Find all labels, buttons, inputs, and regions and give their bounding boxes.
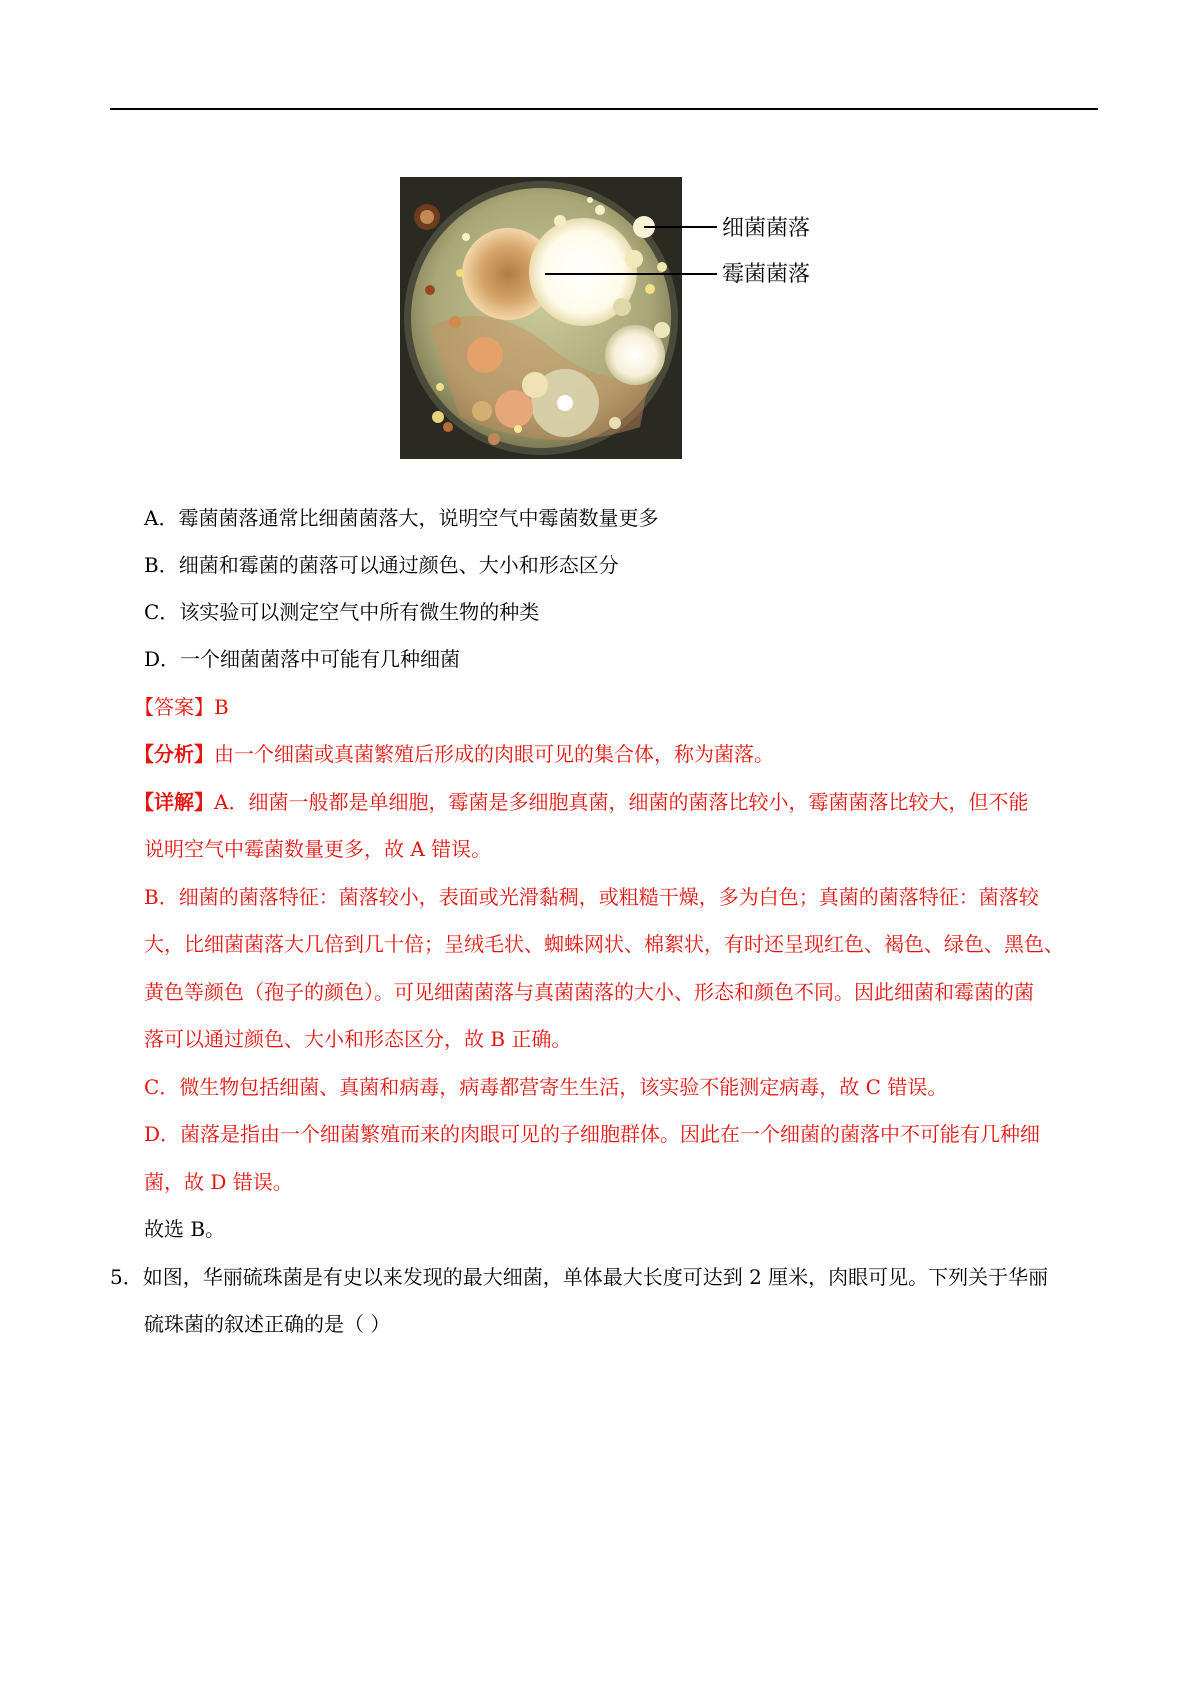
option-a xyxy=(144,506,658,530)
option-c xyxy=(144,600,539,624)
detail-line-5: 黄色等颜色（孢子的颜色）。可见细菌菌落与真菌菌落的大小、形态和颜色不同。因此细菌和霉菌的菌 xyxy=(144,980,1034,1004)
question-text: 如图，华丽硫珠菌是有史以来发现的最大细菌，单体最大长度可达到 2 厘米，肉眼可见。下列关于华丽 xyxy=(142,1265,1049,1289)
detail-tag: 【详解】 xyxy=(134,790,214,814)
detail-line-7: C．微生物包括细菌、真菌和病毒，病毒都营寄生生活，该实验不能测定病毒，故 C 错误。 xyxy=(144,1075,948,1099)
analysis-line xyxy=(134,742,774,766)
analysis-text: 由一个细菌或真菌繁殖后形成的肉眼可见的集合体，称为菌落。 xyxy=(214,742,774,766)
detail-text: A．细菌一般都是单细胞，霉菌是多细胞真菌，细菌的菌落比较小，霉菌菌落比较大，但不能 xyxy=(214,790,1029,814)
option-text: 霉菌菌落通常比细菌菌落大，说明空气中霉菌数量更多 xyxy=(178,506,659,530)
option-letter: D． xyxy=(144,647,181,671)
detail-line-2: 说明空气中霉菌数量更多，故 A 错误。 xyxy=(144,837,492,861)
detail-line-9: 菌，故 D 错误。 xyxy=(144,1170,293,1194)
conclusion: 故选 B。 xyxy=(144,1217,226,1241)
question-number: 5． xyxy=(110,1265,143,1289)
detail-line-4: 大，比细菌菌落大几倍到几十倍；呈绒毛状、蜘蛛网状、棉絮状，有时还呈现红色、褐色、绿色、黑色、 xyxy=(144,932,1064,956)
question-5-line-1 xyxy=(110,1265,1048,1289)
option-text: 细菌和霉菌的菌落可以通过颜色、大小和形态区分 xyxy=(178,553,619,577)
option-text: 该实验可以测定空气中所有微生物的种类 xyxy=(179,600,540,624)
detail-line-1 xyxy=(134,790,1028,814)
detail-line-8: D．菌落是指由一个细菌繁殖而来的肉眼可见的子细胞群体。因此在一个细菌的菌落中不可能有几种细 xyxy=(144,1122,1041,1146)
option-letter: C． xyxy=(144,600,180,624)
label-bacteria-colony: 细菌菌落 xyxy=(722,216,811,241)
analysis-tag: 【分析】 xyxy=(134,742,214,766)
answer-line xyxy=(134,695,229,719)
question-5-line-2: 硫珠菌的叙述正确的是（ ） xyxy=(144,1312,391,1336)
detail-line-6: 落可以通过颜色、大小和形态区分，故 B 正确。 xyxy=(144,1027,572,1051)
answer-tag: 【答案】 xyxy=(134,695,214,719)
option-letter: B． xyxy=(144,553,179,577)
answer-value: B xyxy=(214,695,229,719)
option-d xyxy=(144,647,460,671)
label-mold-colony: 霉菌菌落 xyxy=(722,262,811,287)
header-rule xyxy=(110,108,1098,110)
petri-dish-figure xyxy=(400,177,840,459)
petri-dish-image xyxy=(400,177,840,459)
detail-line-3: B．细菌的菌落特征：菌落较小，表面或光滑黏稠，或粗糙干燥，多为白色；真菌的菌落特征：菌落较 xyxy=(144,885,1039,909)
option-b xyxy=(144,553,619,577)
option-text: 一个细菌菌落中可能有几种细菌 xyxy=(180,647,461,671)
option-letter: A． xyxy=(144,506,179,530)
